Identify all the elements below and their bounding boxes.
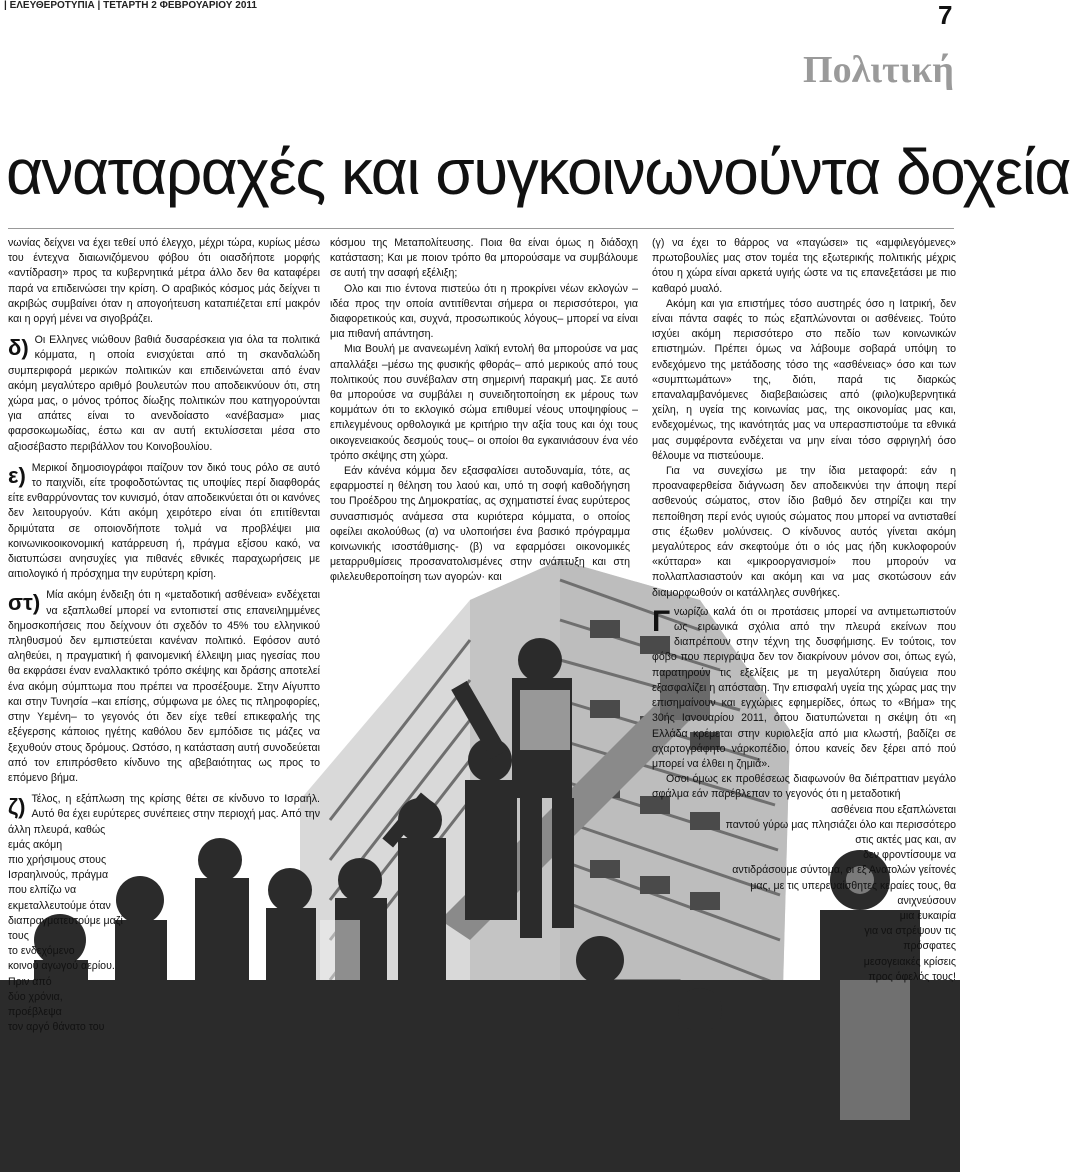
col3-paragraph-4: νωρίζω καλά ότι οι προτάσεις μπορεί να αντιμετωπιστούν ως ειρωνικά σχόλια από την πλευρά εκείνων που διαπρέπουν στην τέχνη της δυσφήμισης. Εν τούτοις, τον φόβο που περιγράψα δεν τον διακρίνουν μόνον σοι, όπως εγώ, παρατηρούν τις εξελίξεις με τη μεγαλύτερη διαύγεια που εξασφαλίζει η απόσταση. Την επισφαλή υγεία της χώρας μας την επισημαίνουν και εγχώριες εφημερίδες, όπως το «Βήμα» της 30ής Ιανουαρίου 2011, όπου διατυπώνεται η σκέψη ότι «η Ελλάδα κρέμεται στην κυριολεξία από μια κλωστή, βαδίζει σε αχαρτογράφητο νάρκοπέδιο, όπου κανείς δεν ξέρει από πού μπορεί να έλθει η ζημιά». — [652, 605, 956, 770]
section-title: Πολιτική — [803, 49, 954, 91]
col2-paragraph-1: κόσμου της Μεταπολίτευσης. Ποια θα είναι όμως η διάδοχη κατάσταση; Και με ποιον τρόπο θα μπορούσαμε να συμβάλουμε σε αυτή την ασαφή εξέλιξη; — [330, 237, 638, 280]
col2-paragraph-3: Μια Βουλή με ανανεωμένη λαϊκή εντολή θα μπορούσε να μας απαλλάξει –μέσω της φυσικής φθοράς– από μερικούς από τους πολιτικούς που συνέβαλαν στη σημερινή παρακμή μας. Σε αυτό θα μπορούσε να συμβάλει η συνειδητοποίηση εκ μέρους των κομμάτων ότι το εκλογικό σώμα επιθυμεί νέους υποψηφίους –επιλεγμένους ορθολογικά με κριτήριο την αξία τους και όχι τους οικογενειακούς δεσμούς τους– οι οποίοι θα εγκαινιάσουν ένα νέο τρόπο σκέψης στη χώρα. — [330, 343, 638, 462]
wrap-line: το ενδεχόμενο — [8, 945, 75, 958]
column-1 — [8, 236, 320, 1035]
headline-divider — [8, 228, 954, 229]
wrap-line: στις ακτές μας και, αν — [855, 833, 956, 846]
wrap-line: ασθένεια που εξαπλώνεται — [830, 803, 956, 816]
wrap-line: μεσογειακές κρίσεις — [863, 955, 956, 968]
col3-paragraph-3: Για να συνεχίσω με την ίδια μεταφορά: εάν η προαναφερθείσα διάγνωση δεν αποδεικνύει την άποψη περί ασθενούς σώματος, στον ίδιο βαθμό δεν στηρίζει και την πεποίθηση περί ενός υγιούς σώματος που μπορεί να αντισταθεί στις έξωθεν μολύνσεις. Ο κίνδυνος αυτός γίνεται ακόμη μεγαλύτερος εάν σκεφτούμε ότι ο ιός μας ήδη κυκλοφορούν «κύτταρα» και «μικροοργανισμοί» που μπορούν να πολλαπλασιαστούν και ακόμη και να μας σκοτώσουν εάν διαμορφωθούν οι κατάλληλες συνθήκες. — [652, 465, 956, 599]
wrap-line: δύο χρόνια, — [8, 990, 63, 1003]
dropcap-g: Γ — [652, 604, 671, 638]
col1-intro: νωνίας δείχνει να έχει τεθεί υπό έλεγχο, μέχρι τώρα, κυρίως μέσω του έντεχνα διαιωνιζόμενου φόβου ότι οιασδήποτε μορφής «αντίδραση» προς τα κυβερνητικά μέτρα άλλο δεν θα καταφέρει παρά να επιδεινώσει την κρίση. Ο αραβικός κόσμος μάς δείχνει τι ακριβώς συμβαίνει όταν η απογοήτευση καταπιέζεται επί μακρόν και η οργή μένει να σιγοβράζει. — [8, 237, 320, 326]
wrap-line: πιο χρήσιμους στους — [8, 853, 107, 866]
column-3 — [652, 236, 956, 985]
wrap-line: ανιχνεύσουν — [897, 894, 956, 907]
item-d-text: Οι Ελληνες νιώθουν βαθιά δυσαρέσκεια για όλα τα πολιτικά κόμματα, η οποία ενισχύεται από τη σκανδαλώδη συμπεριφορά μερικών πολιτικών και επιδεινώνεται από έναν ακόμη μεγαλύτερο αριθμό βουλευτών που αποδεικνύουν ότι, στη χώρα μας, ο μόνος τρόπος δίωξης πολιτικών που κατηγορούνται για απάτες είναι το ανενδοίαστο «ανέβασμα» μιας φαρσοκωμωδίας, έστω και αν αυτή εκτυλίσσεται μέσα στο αξιοσέβαστο περιβάλλον του Κοινοβουλίου. — [8, 334, 320, 453]
masthead-strip — [0, 0, 960, 12]
col2-paragraph-2: Ολο και πιο έντονα πιστεύω ότι η προκρίνει νέων εκλογών –ιδέα προς την οποία αντιτίθενται σήμερα οι περισσότεροι, για διαφορετικούς και, συχνά, προσωπικούς λόγους– μπορεί να είναι μια πιθανή απάντηση. — [330, 282, 638, 341]
article-headline: αναταραχές και συγκοινωνούντα δοχεία — [6, 136, 1070, 208]
col3-wrap-around-photo — [652, 772, 956, 985]
wrap-line: που ελπίζω να εκμεταλλευτούμε όταν — [8, 884, 111, 912]
wrap-line: εμάς ακόμη — [8, 838, 63, 851]
wrap-line: Πριν από — [8, 975, 52, 988]
col2-paragraph-4: Εάν κάνένα κόμμα δεν εξασφαλίσει αυτοδυναμία, τότε, ας εφαρμοστεί η θέληση του λαού και, υπό τη σοφή καθοδήγηση του Προέδρου της Δημοκρατίας, ας σχηματιστεί ένας ευρύτερος συνασπισμός ανάμεσα στα κυριότερα κόμματα, ο οποίος οφείλει ακολούθως (α) να υλοποιήσει ένα βασικό πρόγραμμα κοινωνικής ισοστάθμισης- (β) να εφαρμόσει οικονομικές μεταρρυθμίσεις προσανατολισμένες στην ανάπτυξη και στη φιλελευθεροποίηση των αγορών· και — [330, 465, 630, 584]
wrap-line: Οσοι όμως εκ προθέσεως διαφωνούν θα διέπραττιαν μεγάλο σφάλμα εάν παρέβλεπαν το γεγονός ότι η μεταδοτική — [652, 773, 956, 801]
wrap-line: μας, με τις υπερευαίσθητες κεραίες τους, θα — [750, 879, 956, 892]
item-st-text: Μία ακόμη ένδειξη ότι η «μεταδοτική ασθένεια» ενδέχεται να εξαπλωθεί μπορεί να εντοπιστεί στις επανειλημμένες δημοσκοπήσεις που δείχνουν ότι σχεδόν το 45% του ελληνικού πληθυσμού δεν εμπιστεύεται κανέναν πολιτικό. Εφόσον αυτό αληθεύει, η πραγματική ή φαινομενική έλλειψη μιας ηγεσίας που θα εκφράσει έναν εναλλακτικό τρόπο σκέψης και δράσης αποτελεί ένα ακόμη σύμπτωμα που πρέπει να προσέξουμε. Στην Αίγυπτο και στην Τυνησία –και επίσης, σύμφωνα με όλες τις πληροφορίες, στην Υεμένη– το γεγονός ότι δεν είχε τεθεί επικεφαλής της εξέγερσης κάποιος ηγέτης καθόλου δεν εμπόδισε τις μάζες να ξεχυθούν στους δρόμους. Ωστόσο, η κατάσταση αυτή συνοδεύεται από τον επιπρόσθετο κίνδυνο της αβεβαιότητας ως προς το επόμενο βήμα. — [8, 589, 320, 784]
wrap-line: Ισραηλινούς, πράγμα — [8, 869, 109, 882]
wrap-line: μια ευκαιρία — [899, 909, 956, 922]
wrap-line: δεν φροντίσουμε να — [863, 849, 956, 862]
wrap-line: για να στρέψουν τις — [864, 925, 956, 938]
wrap-line: πρόσφατες — [903, 940, 956, 953]
wrap-line: τον αργό θάνατο του — [8, 1021, 105, 1034]
item-e-letter: ε) — [8, 462, 26, 488]
item-d-letter: δ) — [8, 335, 29, 361]
wrap-line: προέβλεψα — [8, 1005, 62, 1018]
wrap-line: κοινού αγωγού αερίου. — [8, 960, 115, 973]
col3-paragraph-2: Ακόμη και για επιστήμες τόσο αυστηρές όσο η Ιατρική, δεν είναι πάντα σαφές το πώς εξαπλώνονται οι ασθένειες. Τούτο ισχύει ακόμη περισσότερο στο πεδίο των κοινωνικών επιστημών. Πρέπει όμως να λάβουμε σοβαρά υπόψη το ενδεχόμενο της μετάδοσης τόσο της «ασθένειας» όσο και των «συμπτωμάτων» της, διότι, παρά τις διαρκώς επαναλαμβανόμενες διαβεβαιώσεις από (φιλο)κυβερνητικά χείλη, η υγεία της κοινωνίας μας, της οικονομίας μας και, ενδεχομένως, της ικανότητάς μας να υπερασπιστούμε τα εθνικά μας συμφέροντα ενδέχεται να μην είναι τόσο σφριγηλή όσο θέλουμε να πιστεύουμε. — [652, 297, 956, 462]
item-z-text: Τέλος, η εξάπλωση της κρίσης θέτει σε κίνδυνο το Ισραήλ. Αυτό θα έχει ευρύτερες συνέπειες στην περιοχή μας. Από την άλλη πλευρά, καθώς — [8, 793, 320, 836]
page-number: 7 — [938, 0, 953, 30]
item-e-text: Μερικοί δημοσιογράφοι παίζουν τον δικό τους ρόλο σε αυτό το παιχνίδι, είτε τροφοδοτώντας τις υποψίες περί διαφθοράς είτε ενθαρρύνοντας τον κυνισμό, όταν αποδεικνύεται ότι οι κανόνες δεν λειτουργούν. Κάτι ακόμη χειρότερο είναι ότι επιτίθενται δριμύτατα σε οποιονδήποτε τολμά να προβλέψει μια κοινωνικοοικονομική κατάρρευση ή, πράγμα εξίσου κακό, να διατυπώσει ανησυχίες για πιθανές εθνικές παραχωρήσεις με αιτιολογικό ή πρόσχημα την ευρύτερη κρίση. — [8, 461, 320, 581]
masthead-text: | ΕΛΕΥΘΕΡΟΤΥΠΙΑ | ΤΕΤΑΡΤΗ 2 ΦΕΒΡΟΥΑΡΙΟΥ 2011 — [4, 0, 257, 11]
col1-wrap-around-photo — [8, 838, 128, 1036]
wrap-line: προς όφελός τους! — [868, 970, 956, 983]
column-2 — [330, 236, 638, 586]
item-st-letter: στ) — [8, 590, 41, 616]
wrap-line: αντιδράσουμε σύντομα, οι εξ Ανατολών γείτονές — [732, 864, 956, 877]
col3-paragraph-1: (γ) να έχει το θάρρος να «παγώσει» τις «αμφιλεγόμενες» πρωτοβουλίες μας στον τομέα της εξωτερικής πολιτικής μέχρις ότου η χώρα είναι αρκετά υγιής ώστε να τις επανεξετάσει με πιο καθαρό μυαλό. — [652, 237, 956, 295]
wrap-line: παντού γύρω μας πλησιάζει όλο και περισσότερο — [725, 818, 956, 831]
wrap-line: διαπραγματευτούμε μαζί τους — [8, 914, 123, 942]
item-z-letter: ζ) — [8, 794, 26, 820]
